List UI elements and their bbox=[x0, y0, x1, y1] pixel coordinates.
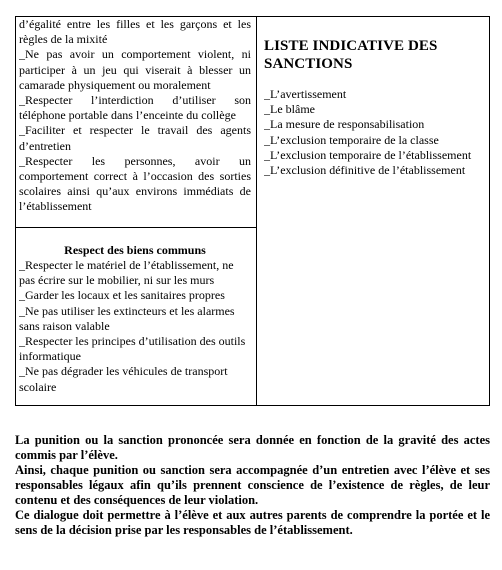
common-goods-title: Respect des biens communs bbox=[64, 243, 206, 257]
common-goods-cell bbox=[19, 243, 251, 403]
column-divider bbox=[256, 17, 257, 405]
goods-item: _Respecter le matériel de l’établissement, ne pas écrire sur le mobilier, ni sur les murs bbox=[19, 258, 234, 288]
sanctions-cell bbox=[264, 37, 486, 337]
sanction-item: _L’exclusion temporaire de la classe bbox=[264, 132, 439, 147]
explanation-paragraph: La punition ou la sanction prononcée sera donnée en fonction de la gravité des actes commis par l’élève. bbox=[15, 433, 490, 462]
goods-item: _Garder les locaux et les sanitaires propres bbox=[19, 288, 225, 303]
sanction-item: _L’avertissement bbox=[264, 87, 347, 101]
conduct-item: d’égalité entre les filles et les garçons et les règles de la mixité bbox=[19, 17, 251, 47]
conduct-item: _Ne pas avoir un comportement violent, ni participer à un jeu qui viserait à blesser un camarade physiquement ou moralement bbox=[19, 47, 251, 92]
sanction-explanation bbox=[15, 433, 490, 538]
explanation-paragraph: Ainsi, chaque punition ou sanction sera accompagnée d’un entretien avec l’élève et ses responsables légaux afin qu’ils prennent conscience de l’existence de règles, de leur contenu et des conséquences de leur violation. bbox=[15, 463, 490, 507]
conduct-item: _Respecter les personnes, avoir un comportement correct à l’occasion des sorties scolaires ainsi qu’aux environs immédiats de l’établissement bbox=[19, 153, 251, 214]
goods-item: _Ne pas utiliser les extincteurs et les alarmes sans raison valable bbox=[19, 303, 235, 333]
goods-item: _Respecter les principes d’utilisation des outils informatique bbox=[19, 334, 246, 364]
conduct-cell bbox=[19, 17, 251, 225]
conduct-item: _Respecter l’interdiction d’utiliser son téléphone portable dans l’enceinte du collège bbox=[19, 93, 251, 123]
sanction-item: _La mesure de responsabilisation bbox=[264, 117, 425, 132]
goods-item: _Ne pas dégrader les véhicules de transport scolaire bbox=[19, 364, 228, 394]
explanation-paragraph: Ce dialogue doit permettre à l’élève et aux autres parents de comprendre la portée et le sens de la décision prise par les responsables de l’établissement. bbox=[15, 508, 490, 537]
sanction-item: _L’exclusion définitive de l’établissement bbox=[264, 163, 466, 178]
row-divider bbox=[16, 227, 256, 228]
sanctions-title: LISTE INDICATIVE DES SANCTIONS bbox=[264, 38, 438, 72]
rules-table bbox=[15, 16, 490, 406]
sanction-item: _Le blâme bbox=[264, 102, 315, 117]
sanction-item: _L’exclusion temporaire de l’établissement bbox=[264, 147, 472, 162]
conduct-item: _Faciliter et respecter le travail des agents d’entretien bbox=[19, 123, 251, 153]
